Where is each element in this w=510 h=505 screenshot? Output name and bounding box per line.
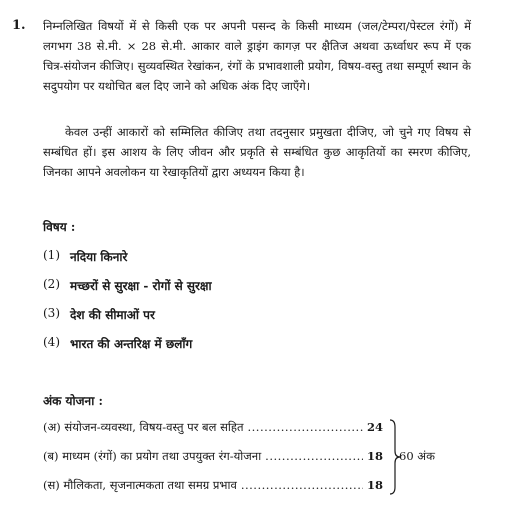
leader-dots — [265, 449, 363, 463]
marking-value: 18 — [367, 449, 384, 463]
marking-scheme-heading: अंक योजना : — [43, 394, 103, 408]
marking-criterion: (अ) संयोजन-व्यवस्था, विषय-वस्तु पर बल सहित — [43, 420, 244, 434]
topic-item — [43, 306, 155, 323]
topic-label: भारत की अन्तरिक्ष में छलाँग — [70, 337, 193, 351]
marking-criterion: (ब) माध्यम (रंगों) का प्रयोग तथा उपयुक्त रंग-योजना — [43, 449, 262, 463]
total-marks: 60 अंक — [399, 449, 435, 463]
topic-item — [43, 335, 192, 352]
topic-label: नदिया किनारे — [70, 250, 128, 264]
leader-dots — [241, 478, 363, 492]
marking-value: 24 — [367, 420, 384, 434]
marking-row — [43, 420, 383, 435]
topic-number: (1) — [43, 248, 60, 262]
guidance-paragraph: केवल उन्हीं आकारों को सम्मिलित कीजिए तथा तदनुसार प्रमुखता दीजिए, जो चुने गए विषय से सम्बंधित हों। इस आशय के लिए जीवन और प्रकृति से सम्बंधित कुछ आकृतियों का स्मरण कीजिए, जिनका आपने अवलोकन या रेखाकृतियों द्वारा अध्ययन किया है। — [43, 125, 471, 179]
topic-item — [43, 248, 127, 265]
topic-label: मच्छरों से सुरक्षा - रोगों से सुरक्षा — [70, 279, 212, 293]
question-number: 1. — [12, 18, 26, 33]
leader-dots — [248, 420, 364, 434]
topic-number: (4) — [43, 335, 60, 349]
topic-number: (3) — [43, 306, 60, 320]
instructions-paragraph: निम्नलिखित विषयों में से किसी एक पर अपनी पसन्द के किसी माध्यम (जल/टेम्परा/पेस्टल रंगों) में लगभग 38 से.मी. × 28 से.मी. आकार वाले ड्राइंग कागज़ पर क्षैतिज अथवा ऊर्ध्वाधर रूप में एक चित्र-संयोजन कीजिए। सुव्यवस्थित रेखांकन, रंगों के प्रभावशाली प्रयोग, विषय-वस्तु तथा सम्पूर्ण स्थान के सदुपयोग पर यथोचित बल दिए जाने को अधिक अंक दिए जाएँगे। — [43, 19, 471, 93]
marking-row — [43, 449, 383, 464]
topics-heading: विषय : — [43, 220, 76, 234]
marking-row — [43, 478, 383, 493]
marking-value: 18 — [367, 478, 384, 492]
topic-number: (2) — [43, 277, 60, 291]
topic-label: देश की सीमाओं पर — [70, 308, 155, 322]
topic-item — [43, 277, 212, 294]
marking-criterion: (स) मौलिकता, सृजनात्मकता तथा समग्र प्रभाव — [43, 478, 237, 492]
